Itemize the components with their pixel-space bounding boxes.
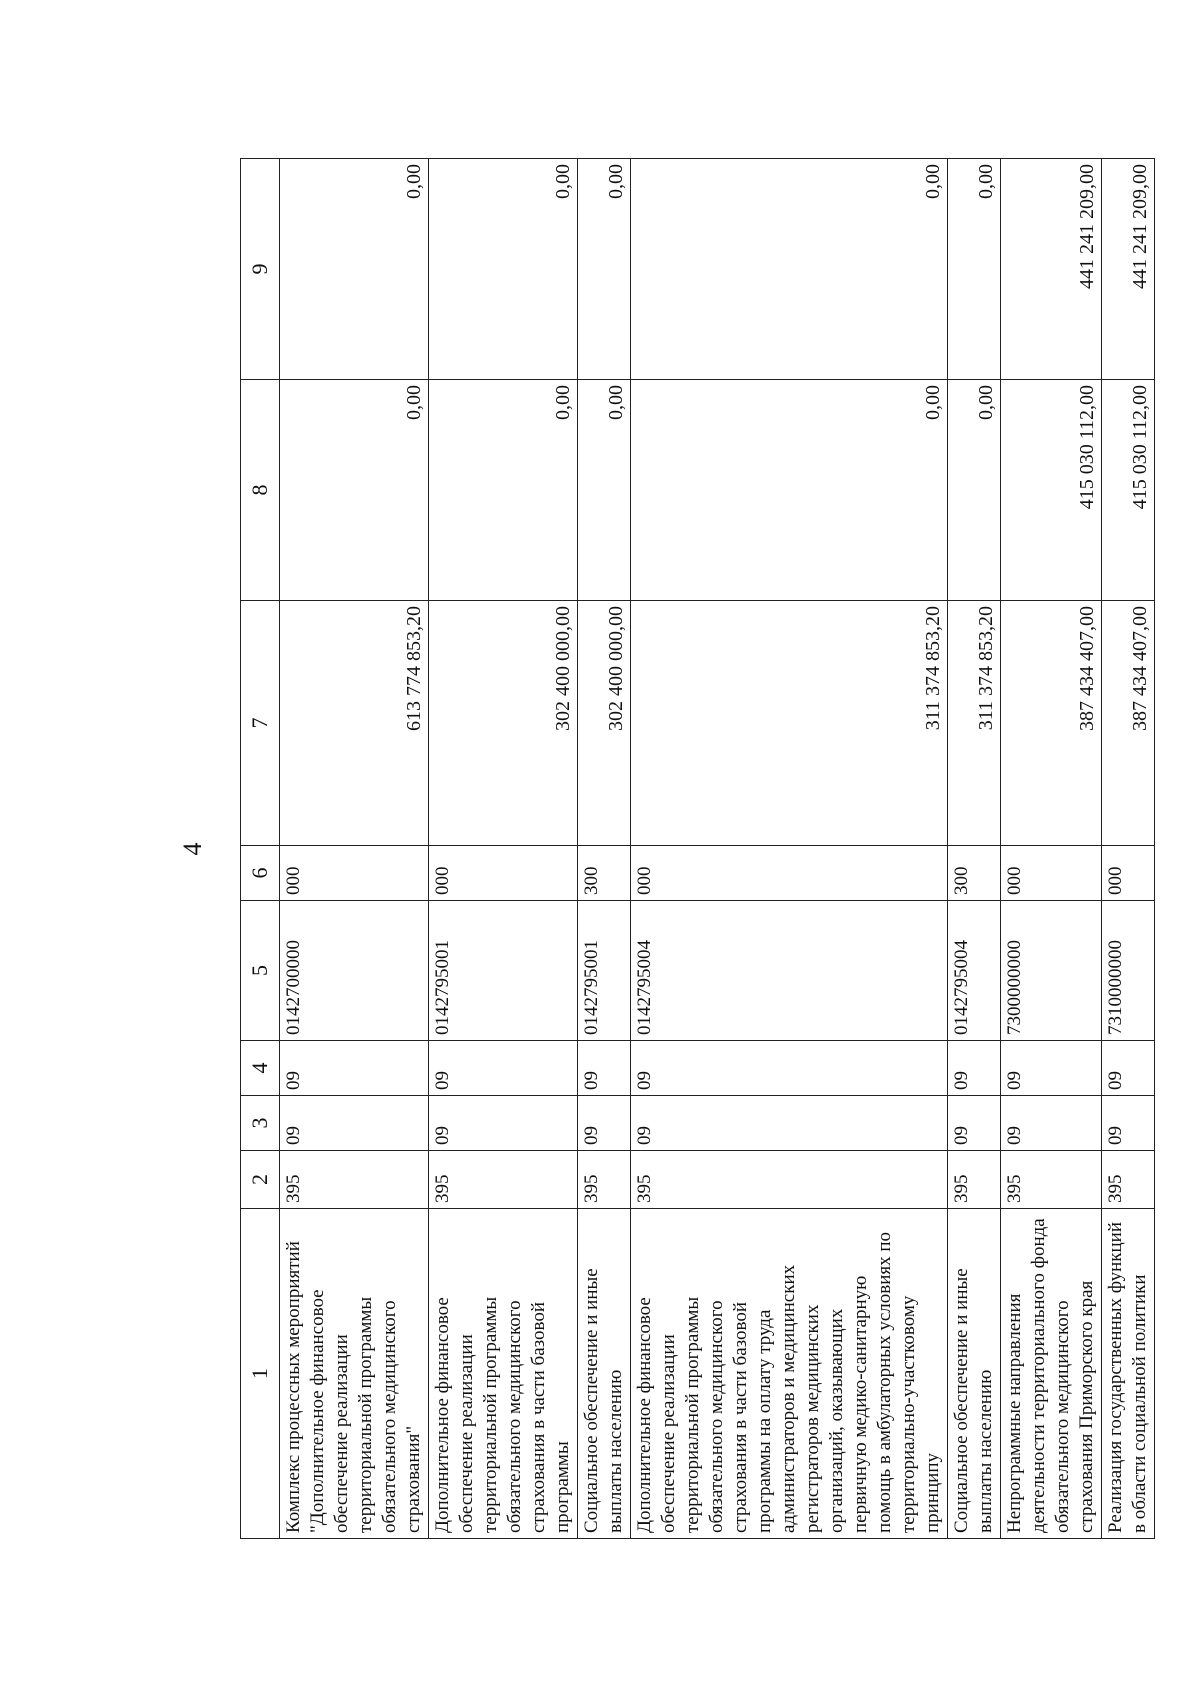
cell-col-3: 09	[631, 1096, 948, 1151]
cell-col-6: 000	[1001, 846, 1102, 901]
table-row	[1102, 159, 1155, 1539]
cell-col-4: 09	[631, 1041, 948, 1096]
row-name: Социальное обеспечение и иные выплаты населению	[578, 1209, 631, 1539]
row-name: Непрограммные направления деятельности территориального фонда обязательного медицинского страхования Приморского края	[1001, 1209, 1102, 1539]
cell-col-8: 0,00	[429, 380, 578, 601]
cell-col-3: 09	[948, 1096, 1001, 1151]
cell-col-6: 000	[1102, 846, 1155, 901]
cell-col-2: 395	[631, 1151, 948, 1209]
cell-col-3: 09	[280, 1096, 429, 1151]
cell-col-6: 000	[429, 846, 578, 901]
cell-col-9: 0,00	[429, 159, 578, 380]
row-name: Дополнительное финансовое обеспечение реализации территориальной программы обязательного медицинского страхования в части базовой программы	[429, 1209, 578, 1539]
cell-col-3: 09	[1001, 1096, 1102, 1151]
cell-col-9: 441 241 209,00	[1102, 159, 1155, 380]
cell-col-5: 0142795004	[948, 901, 1001, 1041]
cell-col-4: 09	[1102, 1041, 1155, 1096]
row-name: Социальное обеспечение и иные выплаты населению	[948, 1209, 1001, 1539]
column-header-3: 3	[241, 1096, 280, 1151]
cell-col-8: 0,00	[578, 380, 631, 601]
cell-col-4: 09	[948, 1041, 1001, 1096]
table-row	[948, 159, 1001, 1539]
table-row	[1001, 159, 1102, 1539]
column-header-2: 2	[241, 1151, 280, 1209]
cell-col-2: 395	[429, 1151, 578, 1209]
cell-col-4: 09	[578, 1041, 631, 1096]
cell-col-2: 395	[280, 1151, 429, 1209]
cell-col-8: 0,00	[280, 380, 429, 601]
table-row	[631, 159, 948, 1539]
column-header-5: 5	[241, 901, 280, 1041]
cell-col-7: 311 374 853,20	[948, 601, 1001, 846]
cell-col-4: 09	[1001, 1041, 1102, 1096]
cell-col-9: 441 241 209,00	[1001, 159, 1102, 380]
cell-col-7: 311 374 853,20	[631, 601, 948, 846]
cell-col-5: 7300000000	[1001, 901, 1102, 1041]
cell-col-2: 395	[578, 1151, 631, 1209]
budget-table	[240, 158, 1155, 1539]
row-name: Дополнительное финансовое обеспечение реализации территориальной программы обязательного медицинского страхования в части базовой программы на оплату труда администраторов и медицинских регистраторов медицинских организаций, оказывающих первичную медико-санитарную помощь в амбулаторных условиях по территориально-участковому принципу	[631, 1209, 948, 1539]
table-row	[280, 159, 429, 1539]
cell-col-8: 0,00	[948, 380, 1001, 601]
row-name: Комплекс процессных мероприятий "Дополнительное финансовое обеспечение реализации территориальной программы обязательного медицинского страхования"	[280, 1209, 429, 1539]
page-number: 4	[178, 842, 207, 856]
cell-col-4: 09	[429, 1041, 578, 1096]
row-name: Реализация государственных функций в области социальной политики	[1102, 1209, 1155, 1539]
table-row	[578, 159, 631, 1539]
cell-col-9: 0,00	[948, 159, 1001, 380]
cell-col-5: 0142795004	[631, 901, 948, 1041]
cell-col-6: 300	[948, 846, 1001, 901]
header-row	[241, 159, 280, 1539]
cell-col-6: 000	[280, 846, 429, 901]
rotated-page	[170, 134, 1151, 1564]
cell-col-3: 09	[429, 1096, 578, 1151]
cell-col-5: 7310000000	[1102, 901, 1155, 1041]
cell-col-3: 09	[578, 1096, 631, 1151]
cell-col-2: 395	[1102, 1151, 1155, 1209]
cell-col-7: 387 434 407,00	[1001, 601, 1102, 846]
cell-col-9: 0,00	[578, 159, 631, 380]
cell-col-6: 300	[578, 846, 631, 901]
column-header-7: 7	[241, 601, 280, 846]
column-header-4: 4	[241, 1041, 280, 1096]
cell-col-7: 302 400 000,00	[429, 601, 578, 846]
cell-col-4: 09	[280, 1041, 429, 1096]
cell-col-3: 09	[1102, 1096, 1155, 1151]
cell-col-2: 395	[948, 1151, 1001, 1209]
column-header-9: 9	[241, 159, 280, 380]
column-header-1: 1	[241, 1209, 280, 1539]
column-header-6: 6	[241, 846, 280, 901]
cell-col-8: 0,00	[631, 380, 948, 601]
table-row	[429, 159, 578, 1539]
cell-col-7: 387 434 407,00	[1102, 601, 1155, 846]
cell-col-5: 0142700000	[280, 901, 429, 1041]
cell-col-8: 415 030 112,00	[1102, 380, 1155, 601]
cell-col-9: 0,00	[280, 159, 429, 380]
column-header-8: 8	[241, 380, 280, 601]
cell-col-8: 415 030 112,00	[1001, 380, 1102, 601]
cell-col-5: 0142795001	[429, 901, 578, 1041]
cell-col-9: 0,00	[631, 159, 948, 380]
cell-col-7: 302 400 000,00	[578, 601, 631, 846]
cell-col-7: 613 774 853,20	[280, 601, 429, 846]
cell-col-5: 0142795001	[578, 901, 631, 1041]
cell-col-6: 000	[631, 846, 948, 901]
cell-col-2: 395	[1001, 1151, 1102, 1209]
